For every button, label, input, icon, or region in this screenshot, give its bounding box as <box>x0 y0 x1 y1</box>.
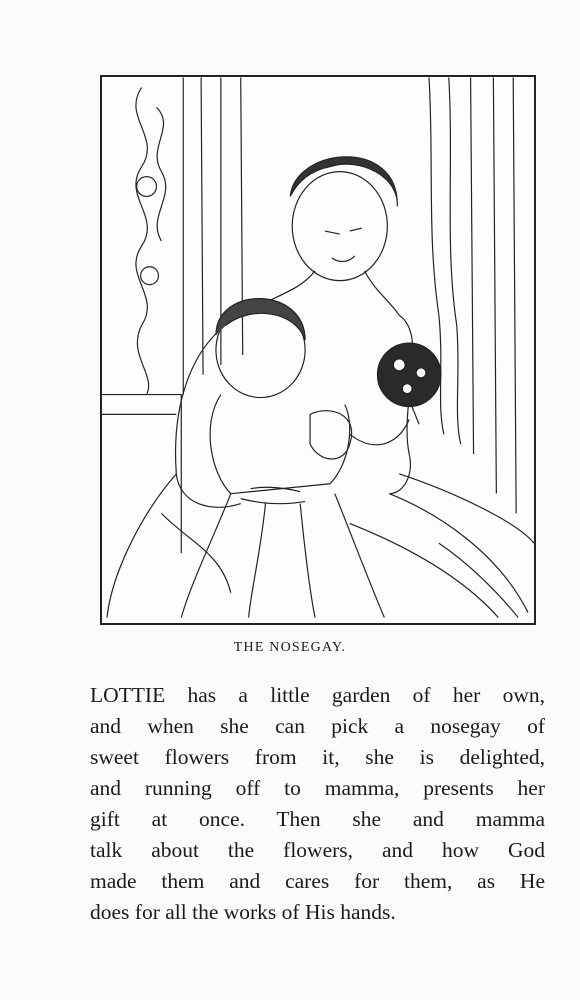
paragraph-line: made them and cares for them, as He <box>90 869 545 893</box>
paragraph-line: and running off to mamma, presents her <box>90 776 545 800</box>
engraving-illustration <box>100 75 536 625</box>
paragraph-line: talk about the flowers, and how God <box>90 838 545 862</box>
paragraph-line: LOTTIE has a little garden of her own, <box>90 683 545 707</box>
story-paragraph <box>90 680 545 928</box>
illustration-caption: THE NOSEGAY. <box>233 640 347 655</box>
paragraph-line: sweet flowers from it, she is delighted, <box>90 745 545 769</box>
paragraph-line: gift at once. Then she and mamma <box>90 807 545 831</box>
paragraph-line: does for all the works of His hands. <box>90 900 396 924</box>
mother-child-nosegay-drawing <box>102 77 534 623</box>
paragraph-line: and when she can pick a nosegay of <box>90 714 545 738</box>
